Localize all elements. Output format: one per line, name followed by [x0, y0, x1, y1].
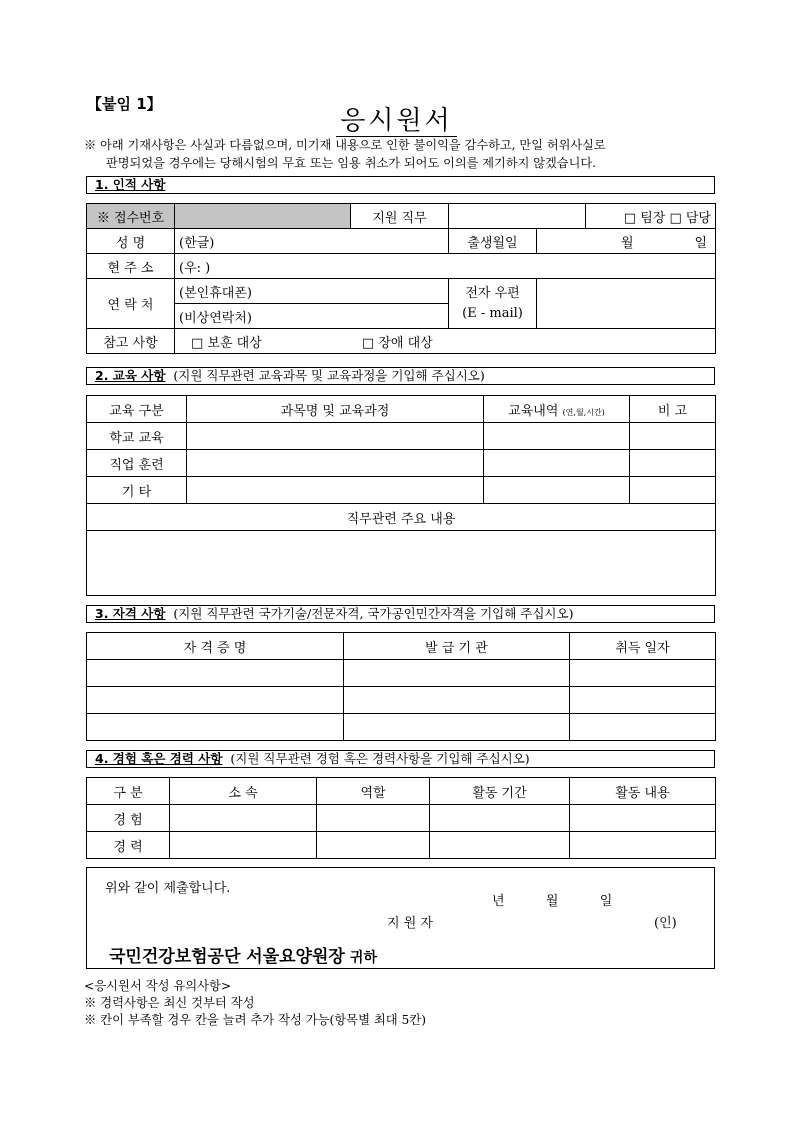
exp-cell[interactable]	[570, 805, 716, 832]
personal-table	[86, 203, 716, 354]
job-field[interactable]	[449, 204, 586, 229]
qual-cell[interactable]	[344, 660, 570, 687]
mobile-field[interactable]: (본인휴대폰)	[175, 279, 449, 304]
exp-col-type: 구 분	[87, 778, 170, 805]
qual-cell[interactable]	[344, 687, 570, 714]
notice-line-2: 판명되었을 경우에는 당해시험의 무효 또는 임용 취소가 되어도 이의를 제기하지 않겠습니다.	[106, 156, 596, 170]
email-label: 전자 우편 (E - mail)	[449, 279, 537, 329]
name-label: 성 명	[87, 229, 175, 254]
notice-line-1: ※ 아래 기재사항은 사실과 다름없으며, 미기재 내용으로 인한 불이익을 감수하고, 만일 허위사실로	[84, 138, 606, 152]
section-education-header: 2. 교육 사항 (지원 직무관련 교육과목 및 교육과정을 기입해 주십시오)	[86, 367, 715, 385]
seal-mark: (인)	[654, 916, 677, 931]
org-name: 국민건강보험공단 서울요양원장	[109, 947, 345, 967]
edu-main-content-label: 직무관련 주요 내용	[87, 504, 716, 531]
emergency-field[interactable]: (비상연락처)	[175, 304, 449, 329]
edu-vocational-course[interactable]	[187, 450, 484, 477]
address-label: 현 주 소	[87, 254, 175, 279]
exp-cell[interactable]	[170, 832, 317, 859]
section-qualification-header: 3. 자격 사항 (지원 직무관련 국가기술/전문자격, 국가공인민간자격을 기입해 주십시오)	[86, 605, 715, 623]
date-line[interactable]: 년 월 일	[492, 894, 613, 909]
receipt-no-label: ※ 접수번호	[87, 204, 175, 229]
note-item: ※ 경력사항은 최신 것부터 작성	[84, 996, 255, 1010]
qual-col-cert: 자 격 증 명	[87, 633, 344, 660]
exp-row-career: 경 력	[87, 832, 170, 859]
birth-label: 출생월일	[449, 229, 537, 254]
notice	[84, 136, 724, 172]
contact-label: 연 락 처	[87, 279, 175, 329]
exp-cell[interactable]	[570, 832, 716, 859]
exp-cell[interactable]	[317, 805, 430, 832]
job-options[interactable]: □ 팀장 □ 담당	[586, 204, 716, 229]
section-experience-header: 4. 경험 혹은 경력 사항 (지원 직무관련 경험 혹은 경력사항을 기입해 주십시오)	[86, 750, 715, 768]
submit-text: 위와 같이 제출합니다.	[105, 881, 231, 896]
edu-col-note: 비 고	[630, 396, 716, 423]
edu-vocational-note[interactable]	[630, 450, 716, 477]
exp-cell[interactable]	[317, 832, 430, 859]
veteran-checkbox[interactable]: □ 보훈 대상	[191, 335, 262, 351]
edu-col-type: 교육 구분	[87, 396, 187, 423]
qual-col-issuer: 발 급 기 관	[344, 633, 570, 660]
edu-school-course[interactable]	[187, 423, 484, 450]
edu-vocational-detail[interactable]	[484, 450, 630, 477]
exp-row-experience: 경 험	[87, 805, 170, 832]
note-item: ※ 칸이 부족할 경우 칸을 늘려 추가 작성 가능(항목별 최대 5칸)	[84, 1013, 427, 1027]
exp-cell[interactable]	[170, 805, 317, 832]
notes-title: <응시원서 작성 유의사항>	[84, 979, 232, 993]
notes	[84, 978, 426, 1029]
edu-row-vocational: 직업 훈련	[87, 450, 187, 477]
qual-cell[interactable]	[344, 714, 570, 741]
experience-table	[86, 777, 716, 859]
qual-cell[interactable]	[87, 714, 344, 741]
exp-col-org: 소 속	[170, 778, 317, 805]
edu-row-other: 기 타	[87, 477, 187, 504]
qual-cell[interactable]	[570, 687, 716, 714]
birth-day: 일	[694, 235, 707, 251]
receipt-no-field	[175, 204, 351, 229]
edu-other-note[interactable]	[630, 477, 716, 504]
edu-other-course[interactable]	[187, 477, 484, 504]
edu-col-course: 과목명 및 교육과정	[187, 396, 484, 423]
attachment-label: 【붙임 1】	[87, 95, 162, 113]
edu-school-detail[interactable]	[484, 423, 630, 450]
qual-cell[interactable]	[87, 687, 344, 714]
exp-col-content: 활동 내용	[570, 778, 716, 805]
qual-cell[interactable]	[87, 660, 344, 687]
page-title: 응시원서	[0, 100, 793, 137]
qual-cell[interactable]	[570, 660, 716, 687]
exp-col-period: 활동 기간	[430, 778, 570, 805]
recipient-suffix: 귀하	[349, 950, 377, 966]
qual-cell[interactable]	[570, 714, 716, 741]
email-field[interactable]	[537, 279, 716, 329]
reference-label: 참고 사항	[87, 329, 175, 354]
birth-field[interactable]	[537, 229, 716, 254]
edu-school-note[interactable]	[630, 423, 716, 450]
exp-col-role: 역할	[317, 778, 430, 805]
recipient	[109, 942, 377, 967]
qual-col-date: 취득 일자	[570, 633, 716, 660]
applicant-label: 지 원 자	[387, 916, 433, 931]
qualification-table	[86, 632, 716, 741]
edu-main-content-field[interactable]	[87, 531, 716, 596]
section-personal-header: 1. 인적 사항	[86, 176, 715, 194]
birth-month: 월	[621, 235, 634, 251]
declaration-box	[86, 867, 715, 969]
disability-checkbox[interactable]: □ 장애 대상	[361, 335, 433, 351]
address-field[interactable]: (우: )	[175, 254, 716, 279]
job-label: 지원 직무	[351, 204, 449, 229]
exp-cell[interactable]	[430, 832, 570, 859]
edu-col-detail: 교육내역 (연,월,시간)	[484, 396, 630, 423]
edu-other-detail[interactable]	[484, 477, 630, 504]
edu-row-school: 학교 교육	[87, 423, 187, 450]
reference-field[interactable]	[175, 329, 716, 354]
exp-cell[interactable]	[430, 805, 570, 832]
name-field[interactable]: (한글)	[175, 229, 449, 254]
education-table	[86, 395, 716, 596]
